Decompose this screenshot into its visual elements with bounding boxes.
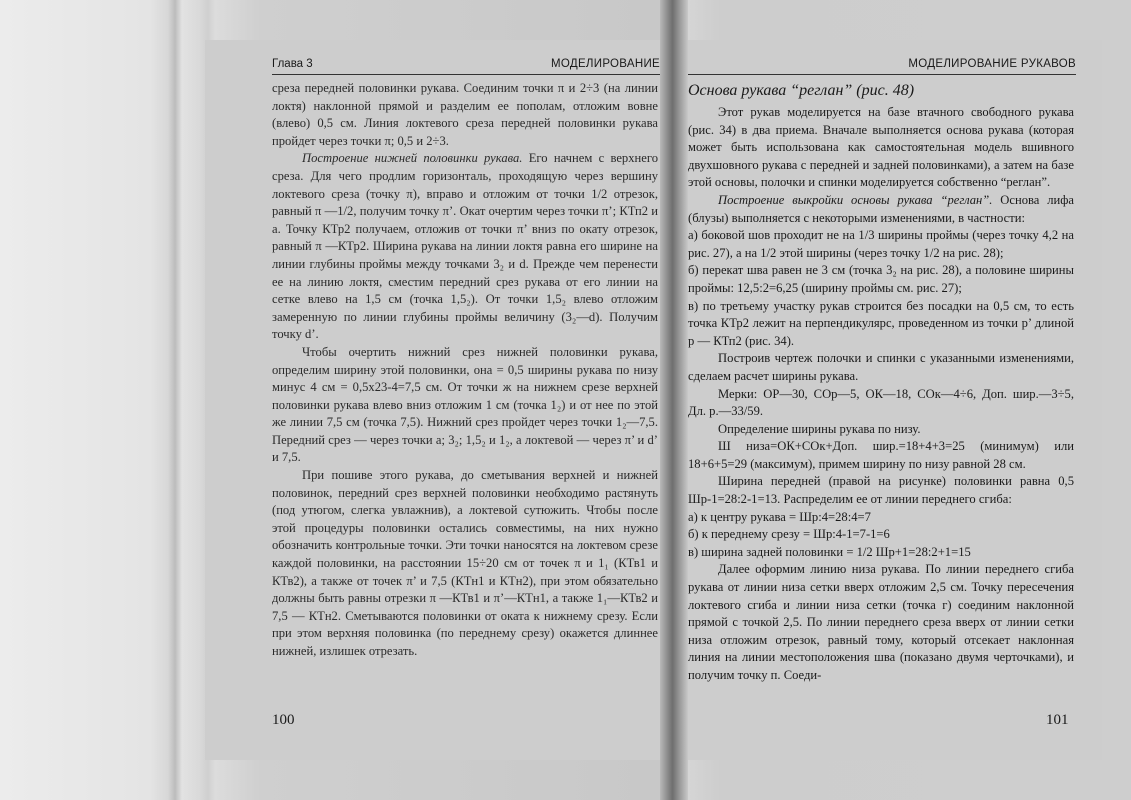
- paragraph: Построив чертеж полочки и спинки с указанными изменениями, сделаем расчет ширины рукава.: [688, 351, 1074, 383]
- paragraph: а) к центру рукава = Шр:4=28:4=7: [688, 509, 871, 524]
- paragraph: Далее оформим линию низа рукава. По линии переднего сгиба рукава от линии низа сетки вверх отложим 2,5 см. Точку пересечения локтевого сгиба и линии низа сетки (точка г) соединим наклонной прямой с точкой 2,5. По линии переднего среза вверх от линии сетки низа отложим отрезок, равный тому, который отсекает наклонная линия на линии местоположения шва (показано двумя черточками), и получим точку п. Соеди-: [688, 562, 1074, 682]
- paragraph-text: Основа лифа (блузы) выполняется с некоторыми изменениями, в частности:: [688, 192, 1074, 225]
- paragraph-text: Его начнем с верхнего среза. Для чего продлим горизонталь, проходящую через вершину локтевого среза (точку π), вправо и отложим от точки 1/2 отрезок, равный π —1/2, получим точку π’. Окат очертим через точки π’; КТп2 и а. Точку КТр2 получаем, отложив от точки π’ вниз по окату отрезок, равный π —КТр2. Ширина рукава на линии локтя равна его ширине на линии глубины проймы между точками 3₂ и d. Прежде чем перенести ее на линию локтя, сместим передний срез рукава от его линии на сетке влево на 1,5 см (точка 1,5₂). От точки 1,5₂ влево отложим замеренную по линии глубины проймы величину (3₂—d). Получим точку d’.: [272, 151, 658, 342]
- paragraph-lead: Построение выкройки основы рукава “реглан”.: [718, 192, 993, 207]
- paragraph: среза передней половинки рукава. Соединим точки π и 2÷3 (на линии локтя) наклонной прямой и разделим ее пополам, отложим вовне (влево) 0,5 см. Линия локтевого среза передней половинки рукава пройдет через точки π; 0,5 и 2÷3.: [272, 81, 658, 148]
- paragraph: в) по третьему участку рукав строится без посадки на 0,5 см, то есть точка КТр2 лежит на перпендикулярс, проведенном из точки р’ длиной р — КТп2 (рис. 34).: [688, 298, 1074, 348]
- paragraph: Мерки: ОР—30, СОр—5, ОК—18, СОк—4÷6, Доп. шир.—3÷5, Дл. р.—33/59.: [688, 386, 1074, 419]
- chapter-label: Глава 3: [272, 58, 313, 70]
- paragraph-lead: Построение нижней половинки рукава.: [302, 151, 523, 166]
- paragraph: [688, 192, 1074, 227]
- paragraph: б) к переднему срезу = Шр:4-1=7-1=6: [688, 527, 890, 542]
- right-running-header: [688, 58, 1076, 75]
- paragraph: Ш низа=ОК+СОк+Доп. шир.=18+4+3=25 (минимум) или 18+6+5=29 (максимум), примем ширину по низу равной 28 см.: [688, 439, 1074, 471]
- page-number-left: 100: [272, 712, 295, 728]
- paragraph: Этот рукав моделируется на базе втачного свободного рукава (рис. 34) в два приема. Вначале выполняется основа рукава (которая может быть использована как самостоятельная модель вшивного двухшовного рукава с передней и задней половинками), а затем на базе этой основы, полочки и спинки моделируется собственно “реглан”.: [688, 105, 1074, 190]
- paragraph: а) боковой шов проходит не на 1/3 ширины проймы (через точку 4,2 на рис. 27), а на 1/2 этой ширины (через точку 1/2 на рис. 28);: [688, 228, 1074, 260]
- paragraph: Определение ширины рукава по низу.: [718, 421, 921, 436]
- page-number-right: 101: [1046, 712, 1069, 728]
- left-header-title: МОДЕЛИРОВАНИЕ: [550, 58, 660, 70]
- paragraph: [272, 150, 658, 344]
- right-header-title: МОДЕЛИРОВАНИЕ РУКАВОВ: [908, 58, 1076, 70]
- paragraph: б) перекат шва равен не 3 см (точка 3₂ на рис. 28), а половине ширины проймы: 12,5:2=6,25 (ширину проймы см. рис. 27);: [688, 263, 1074, 295]
- left-page-body: [272, 80, 658, 661]
- paragraph: При пошиве этого рукава, до сметывания верхней и нижней половинок, передний срез верхней половинки необходимо растянуть (под утюгом, слегка увлажнив), а локтевой сутюжить. Чтобы после этой процедуры половинки остались совместимы, на них нужно обозначить контрольные точки. Эти точки наносятся на локтевом срезе каждой половинки, на расстоянии 15÷20 см от точек π и 1₁ (КТв1 и КТв2), а также от точек π’ и 7,5 (КТн1 и КТн2), при этом обязательно должны быть равны отрезки π —КТв1 и π’—КТн1, а также 1₁—КТв2 и 7,5 — КТн2. Сметываются половинки от оката к нижнему срезу. Если при этом верхняя половинка (по переднему срезу) окажется длиннее нижней, излишек отрезать.: [272, 468, 658, 658]
- left-running-header: [272, 58, 660, 75]
- right-page-body: [688, 80, 1074, 685]
- paragraph: Ширина передней (правой на рисунке) половинки равна 0,5 Шр-1=28:2-1=13. Распределим ее от линии переднего сгиба:: [688, 474, 1074, 507]
- paragraph: в) ширина задней половинки = 1/2 Шр+1=28:2+1=15: [688, 544, 971, 559]
- section-title: Основа рукава “реглан” (рис. 48): [688, 82, 915, 99]
- book-gutter: [660, 0, 688, 800]
- paragraph: Чтобы очертить нижний срез нижней половинки рукава, определим ширину этой половинки, она = 0,5 ширины рукава по низу минус 4 см = 0,5х23-4=7,5 см. От точки ж на нижнем срезе верхней половинки рукава влево вниз отложим 1 см (точка 1₂) и от нее по этой же линии 7,5 см (точка 7,5). Нижний срез пройдет через точки 1₂—7,5. Передний срез — через точки а; 3₂; 1,5₂ и 1₂, а локтевой — через π’ и d’ и 7,5.: [272, 344, 658, 465]
